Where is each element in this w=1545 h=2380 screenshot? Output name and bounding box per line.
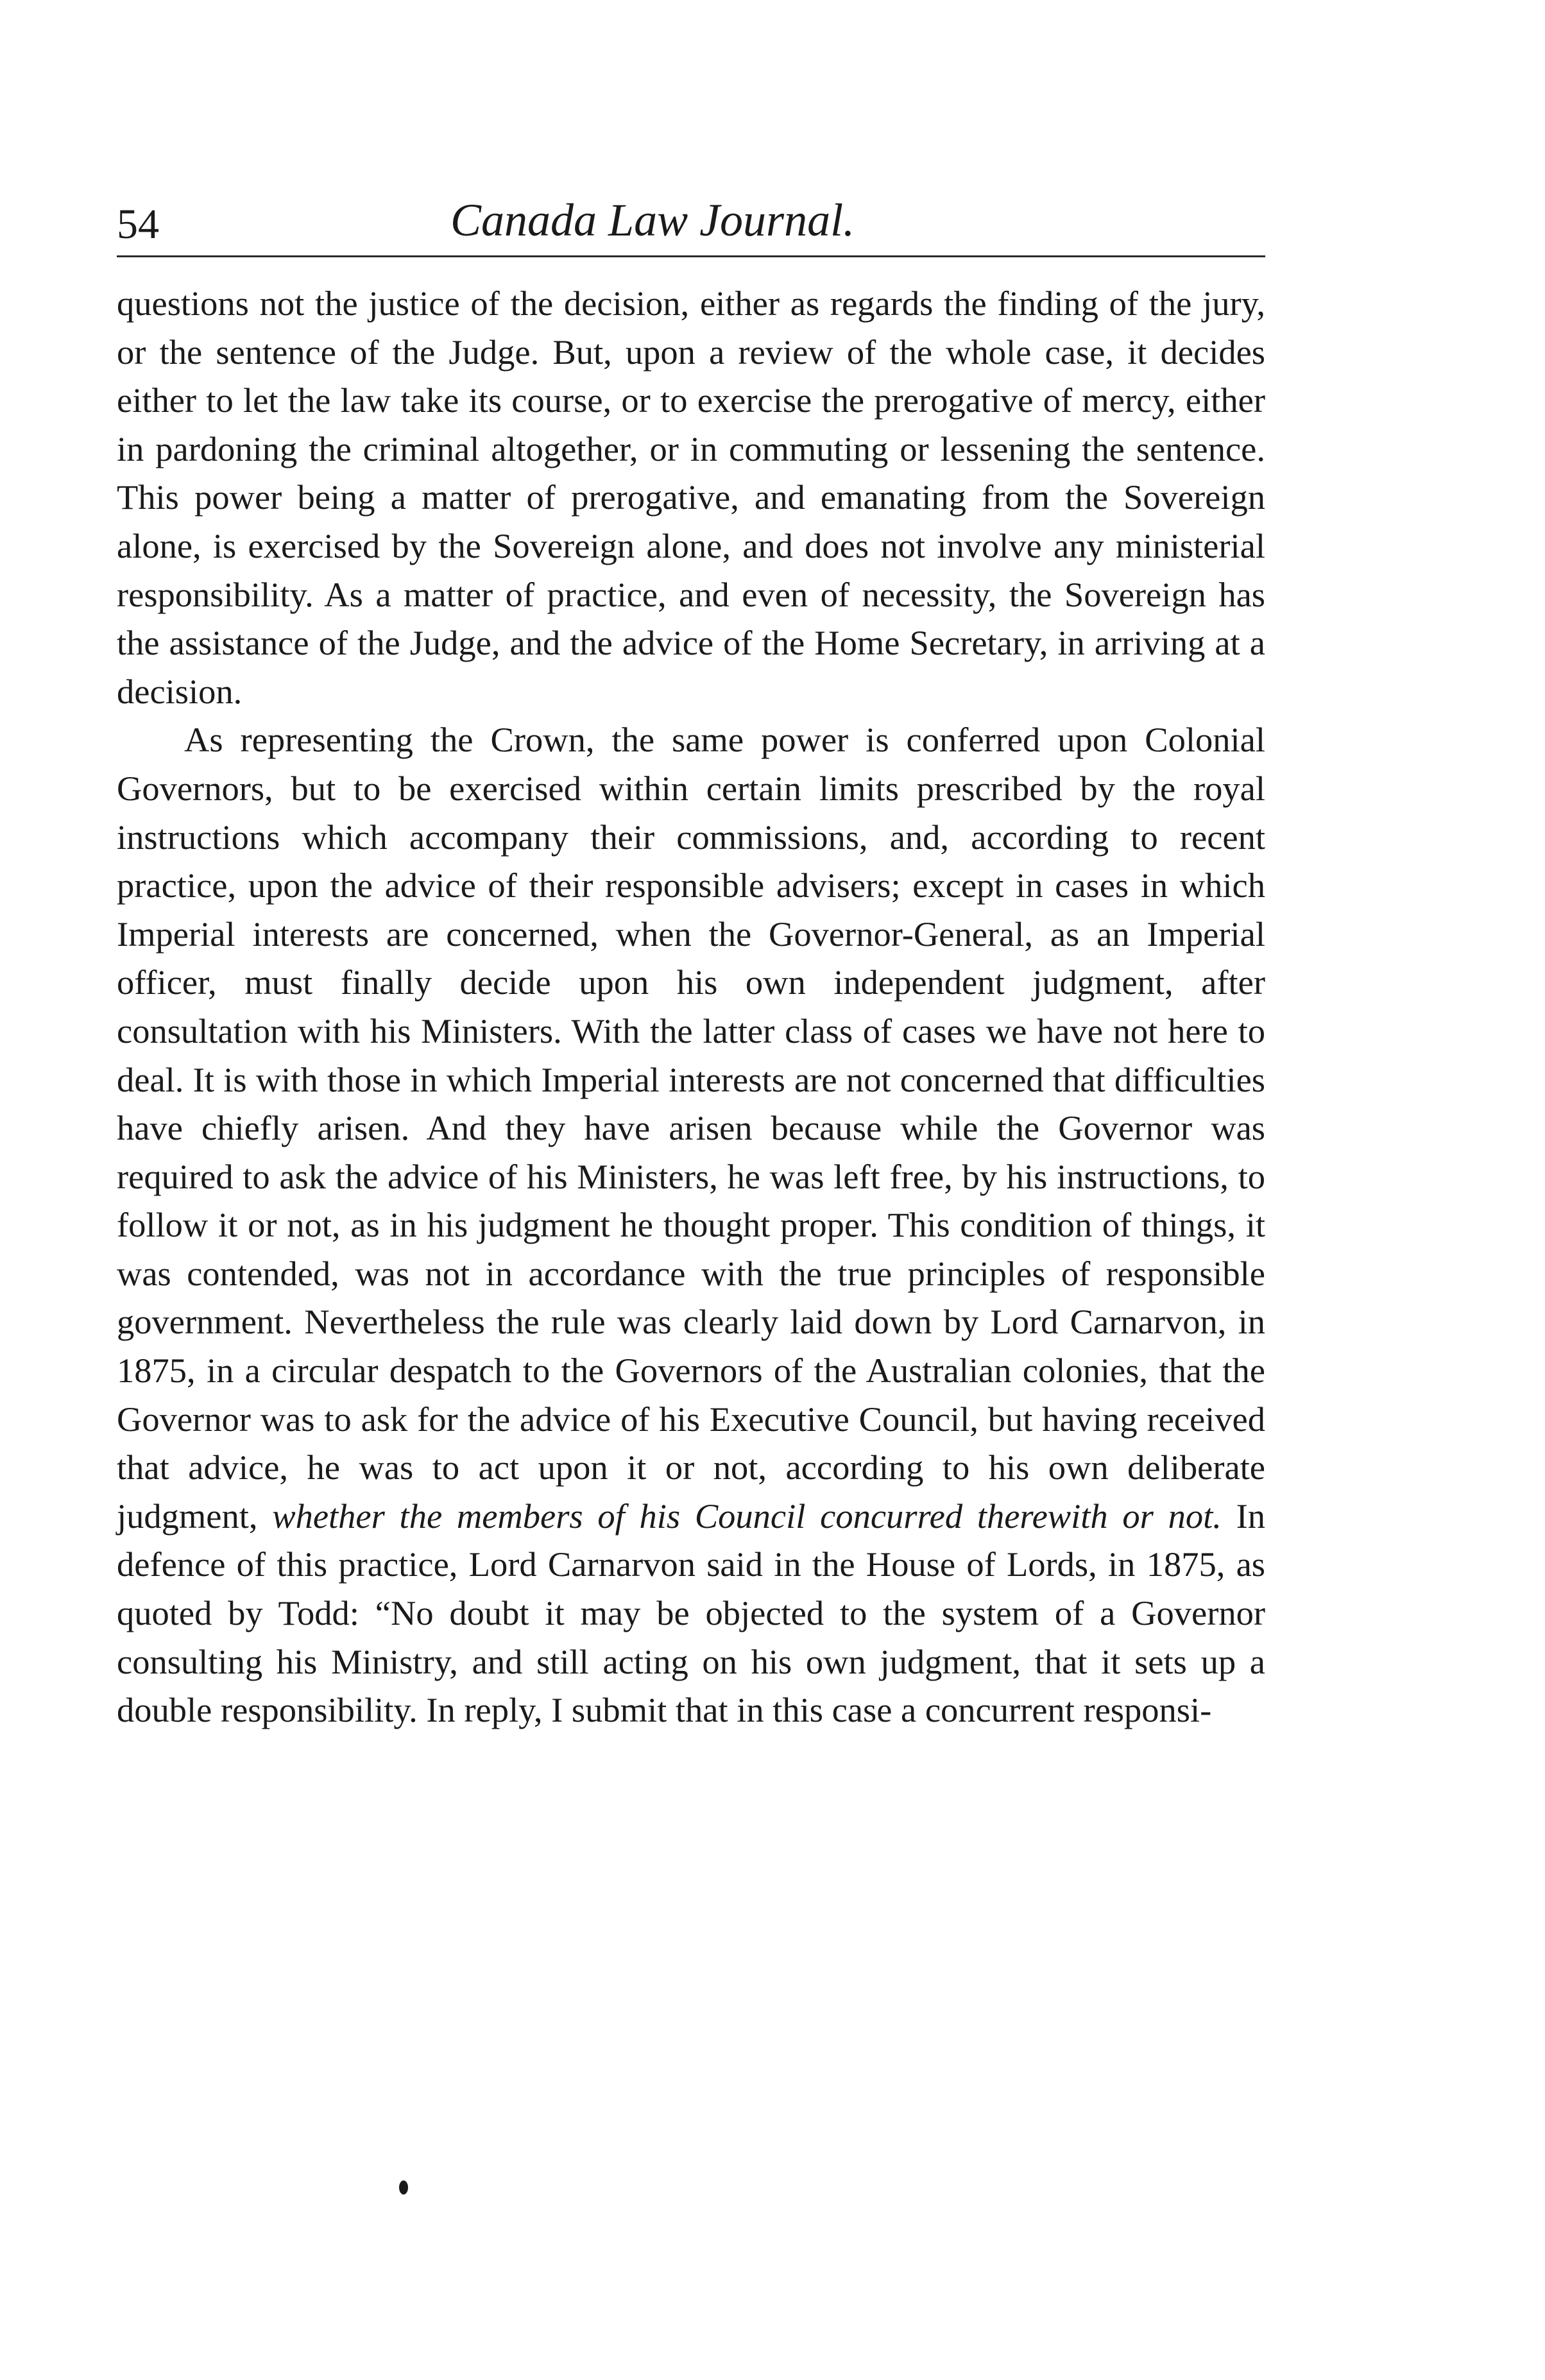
- header-rule: [117, 255, 1265, 257]
- ink-mark: [399, 2180, 408, 2195]
- paragraph-2-text-end: In defence of this practice, Lord Carnarvon said in the House of Lords, in 1875, as quoted by Todd: “No doubt it may be objected to the system of a Governor consulting his Ministry, and still acting on his own judgment, that it sets up a double responsibility. In reply, I submit that in this case a concurrent responsi-: [117, 1496, 1265, 1730]
- running-title: Canada Law Journal.: [450, 194, 855, 246]
- paragraph-2-text-start: As representing the Crown, the same power is conferred upon Colonial Governors, but to be exercised within certain limits prescribed by the royal instructions which accompany their commissions, and, according to recent practice, upon the advice of their responsible advisers; except in cases in which Imperial interests are concerned, when the Governor-General, as an Imperial officer, must finally decide upon his own independent judgment, after consultation with his Ministers. With the latter class of cases we have not here to deal. It is with those in which Imperial interests are not concerned that difficulties have chiefly arisen. And they have arisen because while the Governor was required to ask the advice of his Ministers, he was left free, by his instructions, to follow it or not, as in his judgment he thought proper. This condition of things, it was contended, was not in accordance with the true principles of responsible government. Nevertheless the rule was clearly laid down by Lord Carnarvon, in 1875, in a circular despatch to the Governors of the Australian colonies, that the Governor was to ask for the advice of his Executive Council, but having received that advice, he was to act upon it or not, according to his own deliberate judgment,: [117, 720, 1265, 1536]
- paragraph-2: [117, 715, 1265, 1734]
- page-number: 54: [117, 201, 159, 248]
- paragraph-1: questions not the justice of the decision, either as regards the finding of the jury, or the sentence of the Judge. But, upon a review of the whole case, it decides either to let the law take its course, or to exercise the prerogative of mercy, either in pardoning the criminal altogether, or in commuting or lessening the sentence. This power being a matter of prerogative, and emanating from the Sovereign alone, is exercised by the Sovereign alone, and does not involve any ministerial responsibility. As a matter of practice, and even of necessity, the Sovereign has the assistance of the Judge, and the advice of the Home Secretary, in arriving at a decision.: [117, 284, 1265, 711]
- body-text: [117, 279, 1265, 1734]
- page-header: [117, 185, 1265, 255]
- paragraph-2-italic-quote: whether the members of his Council concurred therewith or not.: [272, 1496, 1222, 1536]
